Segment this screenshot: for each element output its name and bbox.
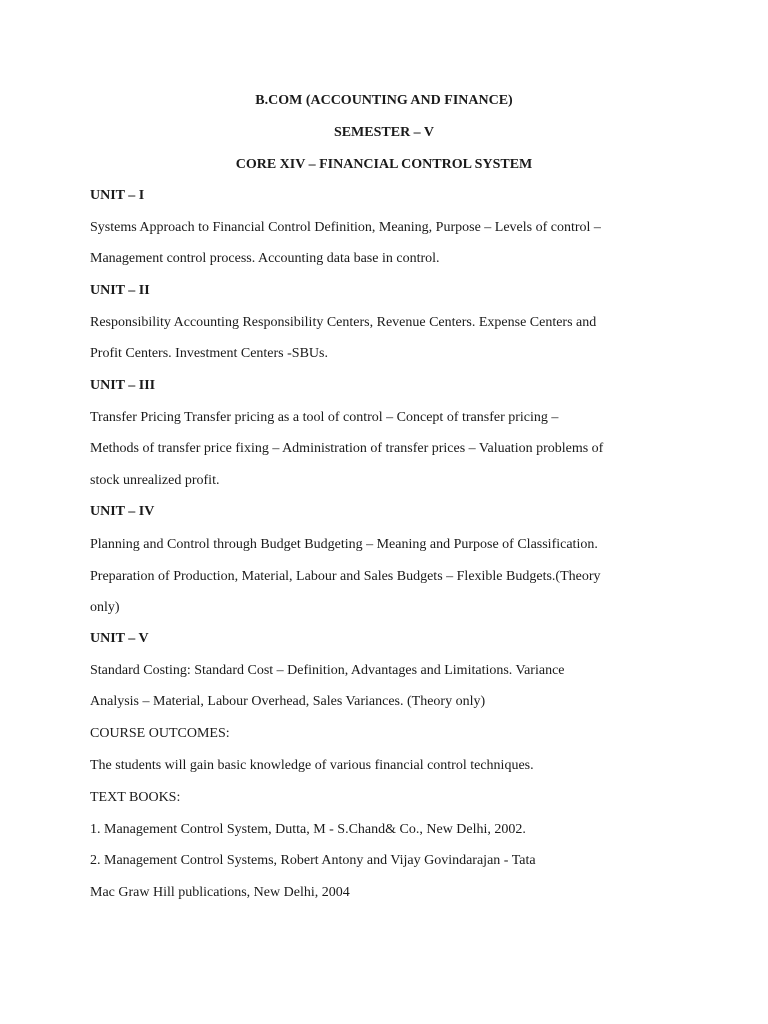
unit-4-line-3: only) — [90, 600, 120, 615]
unit-1-heading: UNIT – I — [90, 188, 145, 203]
unit-2-line-1: Responsibility Accounting Responsibility Centers, Revenue Centers. Expense Centers and — [90, 315, 597, 330]
unit-5-line-2: Analysis – Material, Labour Overhead, Sales Variances. (Theory only) — [90, 694, 486, 709]
course-outcomes-heading: COURSE OUTCOMES: — [90, 726, 230, 741]
unit-2-heading: UNIT – II — [90, 283, 150, 298]
unit-3-heading: UNIT – III — [90, 378, 156, 393]
unit-1-line-2: Management control process. Accounting data base in control. — [90, 251, 440, 266]
textbooks-heading: TEXT BOOKS: — [90, 790, 181, 805]
unit-1-line-1: Systems Approach to Financial Control Definition, Meaning, Purpose – Levels of control – — [90, 220, 601, 235]
unit-5-line-1: Standard Costing: Standard Cost – Definition, Advantages and Limitations. Variance — [90, 663, 565, 678]
unit-4-heading: UNIT – IV — [90, 504, 155, 519]
unit-5-heading: UNIT – V — [90, 631, 149, 646]
unit-4-line-1: Planning and Control through Budget Budgeting – Meaning and Purpose of Classification. — [90, 537, 598, 552]
semester-title: SEMESTER – V — [333, 125, 435, 140]
unit-3-line-3: stock unrealized profit. — [90, 473, 220, 488]
course-outcomes-text: The students will gain basic knowledge of various financial control techniques. — [90, 758, 534, 773]
program-title: B.COM (ACCOUNTING AND FINANCE) — [255, 93, 513, 108]
textbook-line-2: 2. Management Control Systems, Robert Antony and Vijay Govindarajan - Tata — [90, 853, 536, 868]
unit-3-line-1: Transfer Pricing Transfer pricing as a tool of control – Concept of transfer pricing – — [90, 410, 559, 425]
textbook-line-1: 1. Management Control System, Dutta, M - S.Chand& Co., New Delhi, 2002. — [90, 822, 526, 837]
unit-4-line-2: Preparation of Production, Material, Labour and Sales Budgets – Flexible Budgets.(Theory — [90, 569, 601, 584]
textbook-line-3: Mac Graw Hill publications, New Delhi, 2004 — [90, 885, 350, 900]
unit-3-line-2: Methods of transfer price fixing – Administration of transfer prices – Valuation problems of — [90, 441, 604, 456]
course-title: CORE XIV – FINANCIAL CONTROL SYSTEM — [235, 157, 533, 172]
unit-2-line-2: Profit Centers. Investment Centers -SBUs. — [90, 346, 328, 361]
